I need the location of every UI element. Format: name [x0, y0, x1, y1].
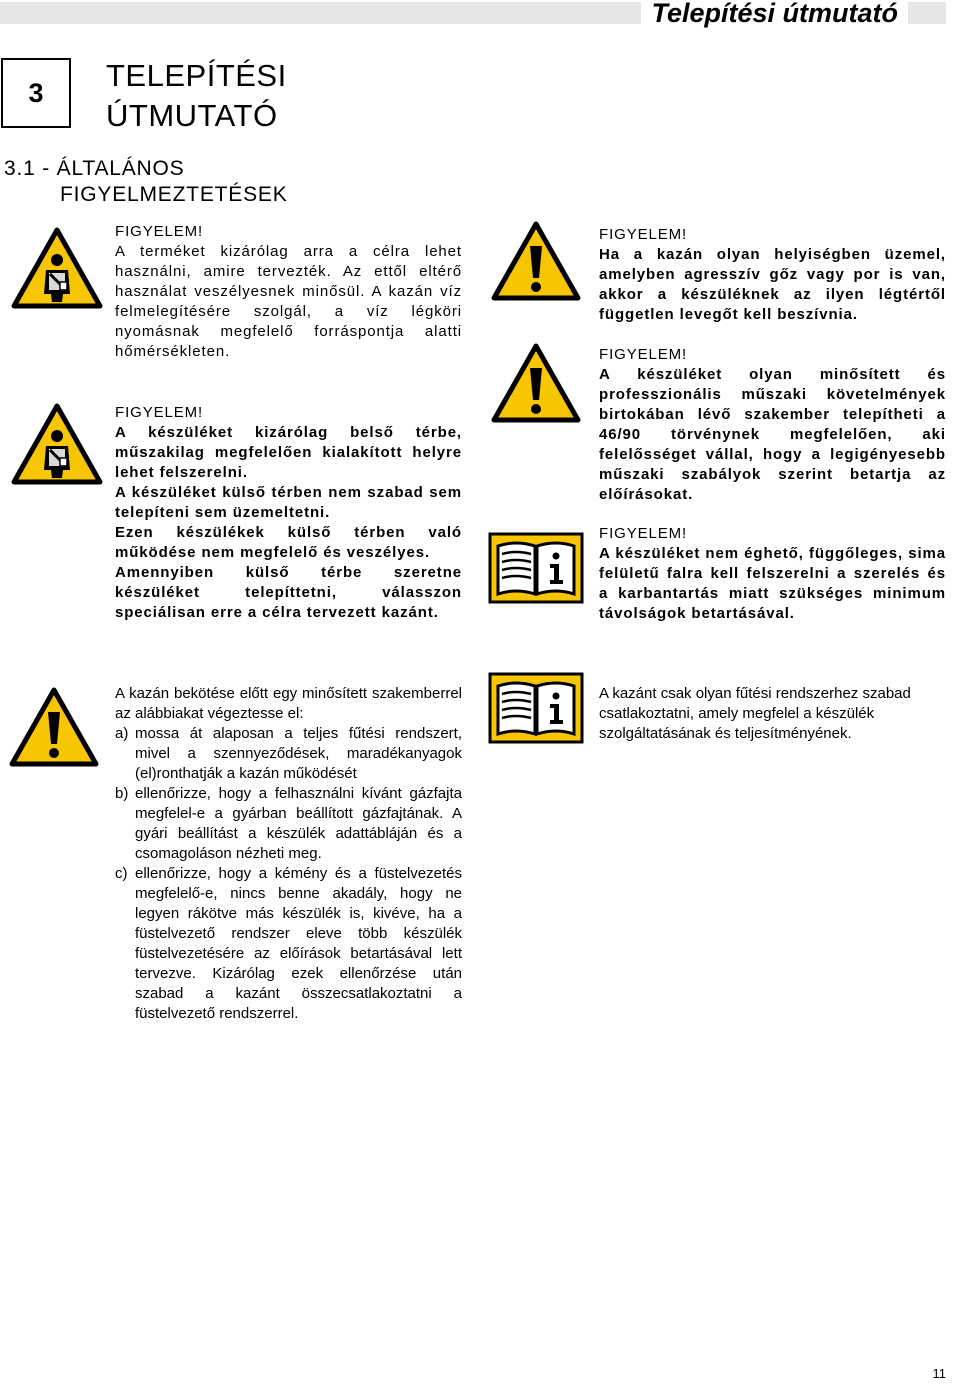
note-text: A kazánt csak olyan fűtési rendszerhez szabad csatlakoztatni, amely megfelel a készülék szolgáltatásának és teljesítményének. [599, 685, 911, 742]
warning-heading: FIGYELEM! [599, 346, 688, 363]
list-item-text: ellenőrizze, hogy a felhasználni kívánt gázfajta megfelel-e a gyárban beállított gázfajtának. A gyári beállítást a készülék adattábláján és a csomagoláson nézheti meg. [135, 785, 462, 862]
header-title: Telepítési útmutató [641, 0, 908, 30]
list-item-mark: c) [115, 865, 128, 882]
warning-heading: FIGYELEM! [599, 226, 688, 243]
warning-heading: FIGYELEM! [115, 223, 204, 240]
checklist-intro: A kazán bekötése előtt egy minősített szakemberrel az alábbiakat végeztesse el: [115, 685, 462, 722]
list-item [115, 784, 462, 864]
warning-text: A készüléket olyan minősített és professzionális műszaki követelmények birtokában lévő szakember telepítheti a 46/90 törvénynek megfelelően, aki felelősséget vállal, hogy a legigényesebb műszaki szabályok szerint betartja az előírásokat. [599, 366, 946, 503]
left-warning-block-1 [115, 222, 462, 362]
list-item [115, 864, 462, 1024]
page-number: 11 [932, 1366, 946, 1381]
warning-text: Ezen készülékek külső térben való működése nem megfelelő és veszélyes. [115, 524, 462, 561]
list-item-mark: b) [115, 785, 129, 802]
bottom-checklist [115, 684, 462, 1024]
list-item [115, 724, 462, 784]
warning-text: A készüléket nem éghető, függőleges, sima felületű falra kell felszerelni a szerelés és a karbantartás miatt szükséges minimum távolságok betartásával. [599, 545, 946, 622]
exclamation-warning-icon [490, 220, 582, 302]
warning-text: Ha a kazán olyan helyiségben üzemel, amelyben agresszív gőz vagy por is van, akkor a készüléknek az ilyen légtértől független levegőt kell beszívnia. [599, 246, 946, 323]
warning-heading: FIGYELEM! [599, 525, 688, 542]
chapter-number: 3 [1, 58, 71, 128]
list-item-mark: a) [115, 725, 129, 742]
exclamation-warning-icon [490, 342, 582, 424]
list-item-text: mossa át alaposan a teljes fűtési rendszert, mivel a szennyeződések, maradékanyagok (el)ronthatják a kazán működését [135, 725, 462, 782]
read-manual-icon [488, 672, 584, 744]
exclamation-warning-icon [8, 686, 100, 768]
chapter-title-line2: ÚTMUTATÓ [106, 98, 278, 133]
warning-text: Amennyiben külső térbe szeretne készüléket telepíttetni, válasszon speciálisan erre a célra tervezett kazánt. [115, 564, 462, 621]
warning-text: A terméket kizárólag arra a célra lehet használni, amire tervezték. Az ettől eltérő használat veszélyesnek minősül. A kazán víz felmelegítésére szolgál, a víz légköri nyomásnak megfelelő forráspontja alatti hőmérsékleten. [115, 243, 462, 360]
right-warning-block-3 [599, 524, 946, 624]
right-warning-block-2 [599, 345, 946, 505]
warning-heading: FIGYELEM! [115, 404, 204, 421]
chapter-title [106, 56, 287, 136]
section-title-line1: 3.1 - ÁLTALÁNOS [4, 157, 185, 180]
injury-warning-icon [10, 226, 104, 310]
read-manual-icon [488, 532, 584, 604]
chapter-title-line1: TELEPÍTÉSI [106, 58, 287, 93]
right-warning-block-1 [599, 225, 946, 325]
section-title [4, 156, 288, 208]
warning-text: A készüléket kizárólag belső térbe, műszakilag megfelelően kialakított helyre lehet felszerelni. [115, 424, 462, 481]
injury-warning-icon [10, 402, 104, 486]
warning-text: A készüléket külső térben nem szabad sem telepíteni sem üzemeltetni. [115, 484, 462, 521]
bottom-right-note [599, 684, 946, 744]
section-title-line2: FIGYELMEZTETÉSEK [60, 183, 288, 206]
left-warning-block-2 [115, 403, 462, 623]
list-item-text: ellenőrizze, hogy a kémény és a füstelvezetés megfelelő-e, nincs benne akadály, hogy ne legyen rákötve más készülék is, kivéve, ha a füstelvezető rendszer eleve több készülék füstelvezetésére az előírások betartásával lett tervezve. Kizárólag ezek ellenőrzése után szabad a kazánt összecsatlakoztatni a füstelvezető rendszerrel. [135, 865, 462, 1022]
